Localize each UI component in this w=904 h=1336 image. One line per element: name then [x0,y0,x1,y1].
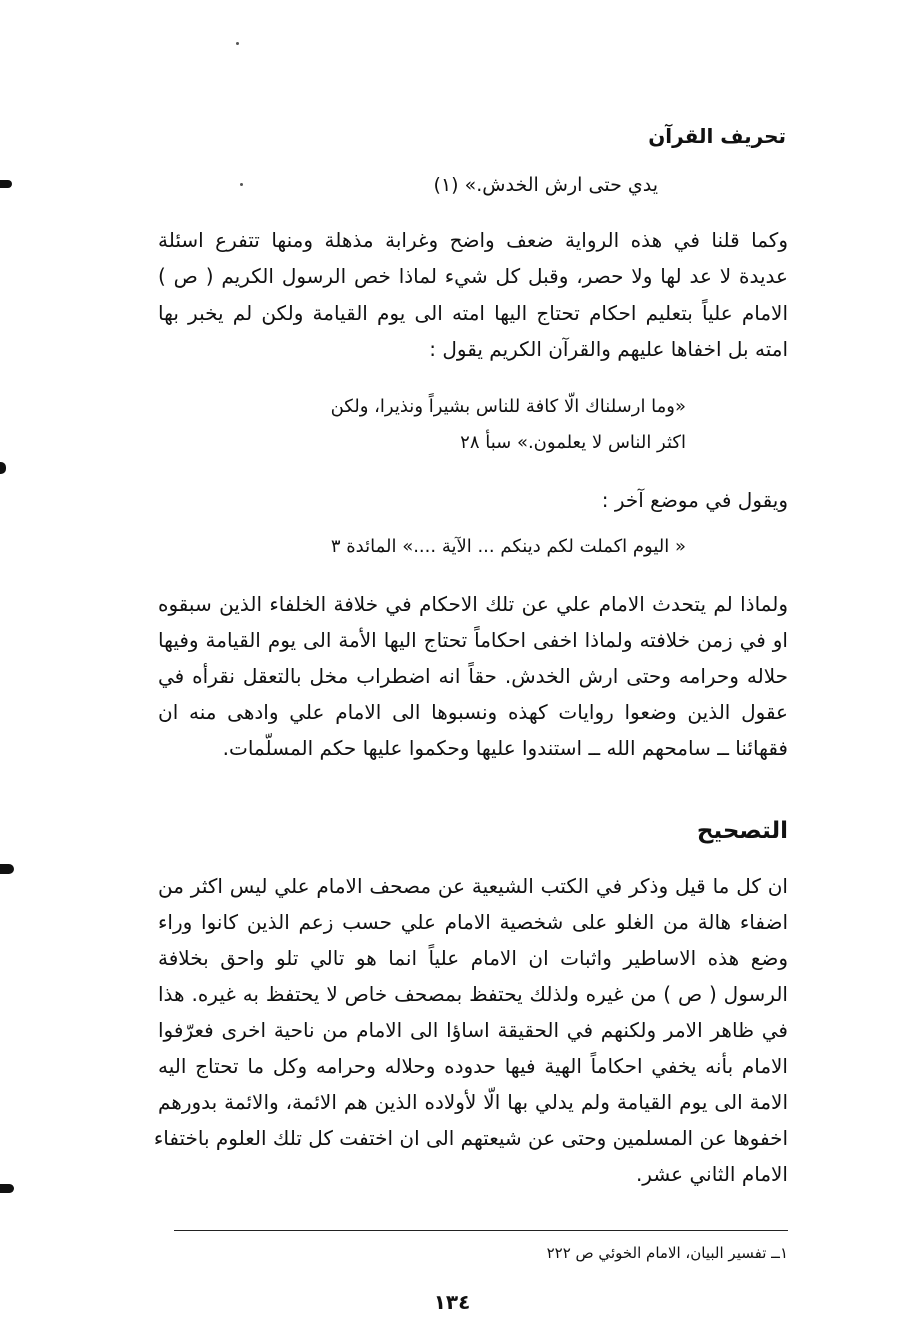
paragraph1-line: عديدة لا عد لها ولا حصر، وقبل كل شيء لماذا خص الرسول الكريم ( ص ) [158,264,788,288]
paragraph2-line: عقول الذين وضعوا روايات كهذه ونسبوها الى الامام علي وادهى منه ان [158,700,788,724]
paragraph2-line: او في زمن خلافته ولماذا اخفى احكاماً تحتاج اليها الأمة الى يوم القيامة وفيها [158,628,788,652]
paragraph3-line: في ظاهر الامر ولكنهم في الحقيقة اساؤا الى الامام من ناحية اخرى فعرّفوا [158,1018,788,1042]
paragraph2-line: ولماذا لم يتحدث الامام علي عن تلك الاحكام في خلافة الخلفاء الذين سبقوه [158,592,788,616]
paragraph3-line: اضفاء هالة من الغلو على شخصية الامام علي حسب زعم الذين كانوا وراء [158,910,788,934]
intro-line: ويقول في موضع آخر : [601,488,788,512]
scan-dust [240,183,243,186]
scan-mark [0,180,12,188]
scan-mark [0,864,14,874]
paragraph1-line: امته بل اخفاها عليهم والقرآن الكريم يقول : [429,337,788,361]
page-number: ١٣٤ [433,1290,471,1314]
running-head: تحريف القرآن [648,124,786,148]
section-heading: التصحيح [696,818,788,844]
paragraph3-line: الرسول ( ص ) من غيره ولذلك يحتفظ بمصحف خاص لا يحتفظ به غيره. هذا [158,982,788,1006]
paragraph1-line: الامام علياً بتعليم احكام تحتاج اليها امته الى يوم القيامة ولكن لم يخبر بها [158,301,788,325]
paragraph2-line: حلاله وحرامه وحتى ارش الخدش. حقاً انه اضطراب مخل بالتعقل نقرأه في [158,664,788,688]
paragraph3-line: الامام بأنه يخفي احكاماً الهية فيها حدوده وحلاله وحرامه وكل ما تحتاج اليه [158,1054,788,1078]
paragraph2-line: فقهائنا ــ سامحهم الله ــ استندوا عليها وحكموا عليها حكم المسلّمات. [222,736,788,760]
paragraph3-line: وضع هذه الاساطير واثبات ان الامام علياً انما هو تالي تلو واحق بخلافة [158,946,788,970]
quran-quote-line: «وما ارسلناك الّا كافة للناس بشيراً ونذيرا، ولكن [330,396,686,417]
paragraph3-line: الامام الثاني عشر. [635,1162,788,1186]
carry-over-line: يدي حتى ارش الخدش.» (١) [433,174,658,196]
scan-mark [0,1184,14,1193]
scan-dust [236,42,239,45]
quran-quote-line: « اليوم اكملت لكم دينكم ... الآية ....» المائدة ٣ [330,536,686,557]
paragraph3-line: ان كل ما قيل وذكر في الكتب الشيعية عن مصحف الامام علي ليس اكثر من [158,874,788,898]
footnote: ١ــ تفسير البيان، الامام الخوئي ص ٢٢٢ [546,1244,788,1262]
paragraph3-line: اخفوها عن المسلمين وحتى عن شيعتهم الى ان اختفت كل تلك العلوم باختفاء [153,1126,788,1150]
paragraph1-line: وكما قلنا في هذه الرواية ضعف واضح وغرابة مذهلة ومنها تتفرع اسئلة [158,228,788,252]
paragraph3-line: الامة الى يوم القيامة ولم يدلي بها الّا لأولاده الذين هم الائمة، والائمة بدورهم [158,1090,788,1114]
quran-quote-line: اكثر الناس لا يعلمون.» سبأ ٢٨ [460,432,686,453]
footnote-rule [174,1230,788,1231]
